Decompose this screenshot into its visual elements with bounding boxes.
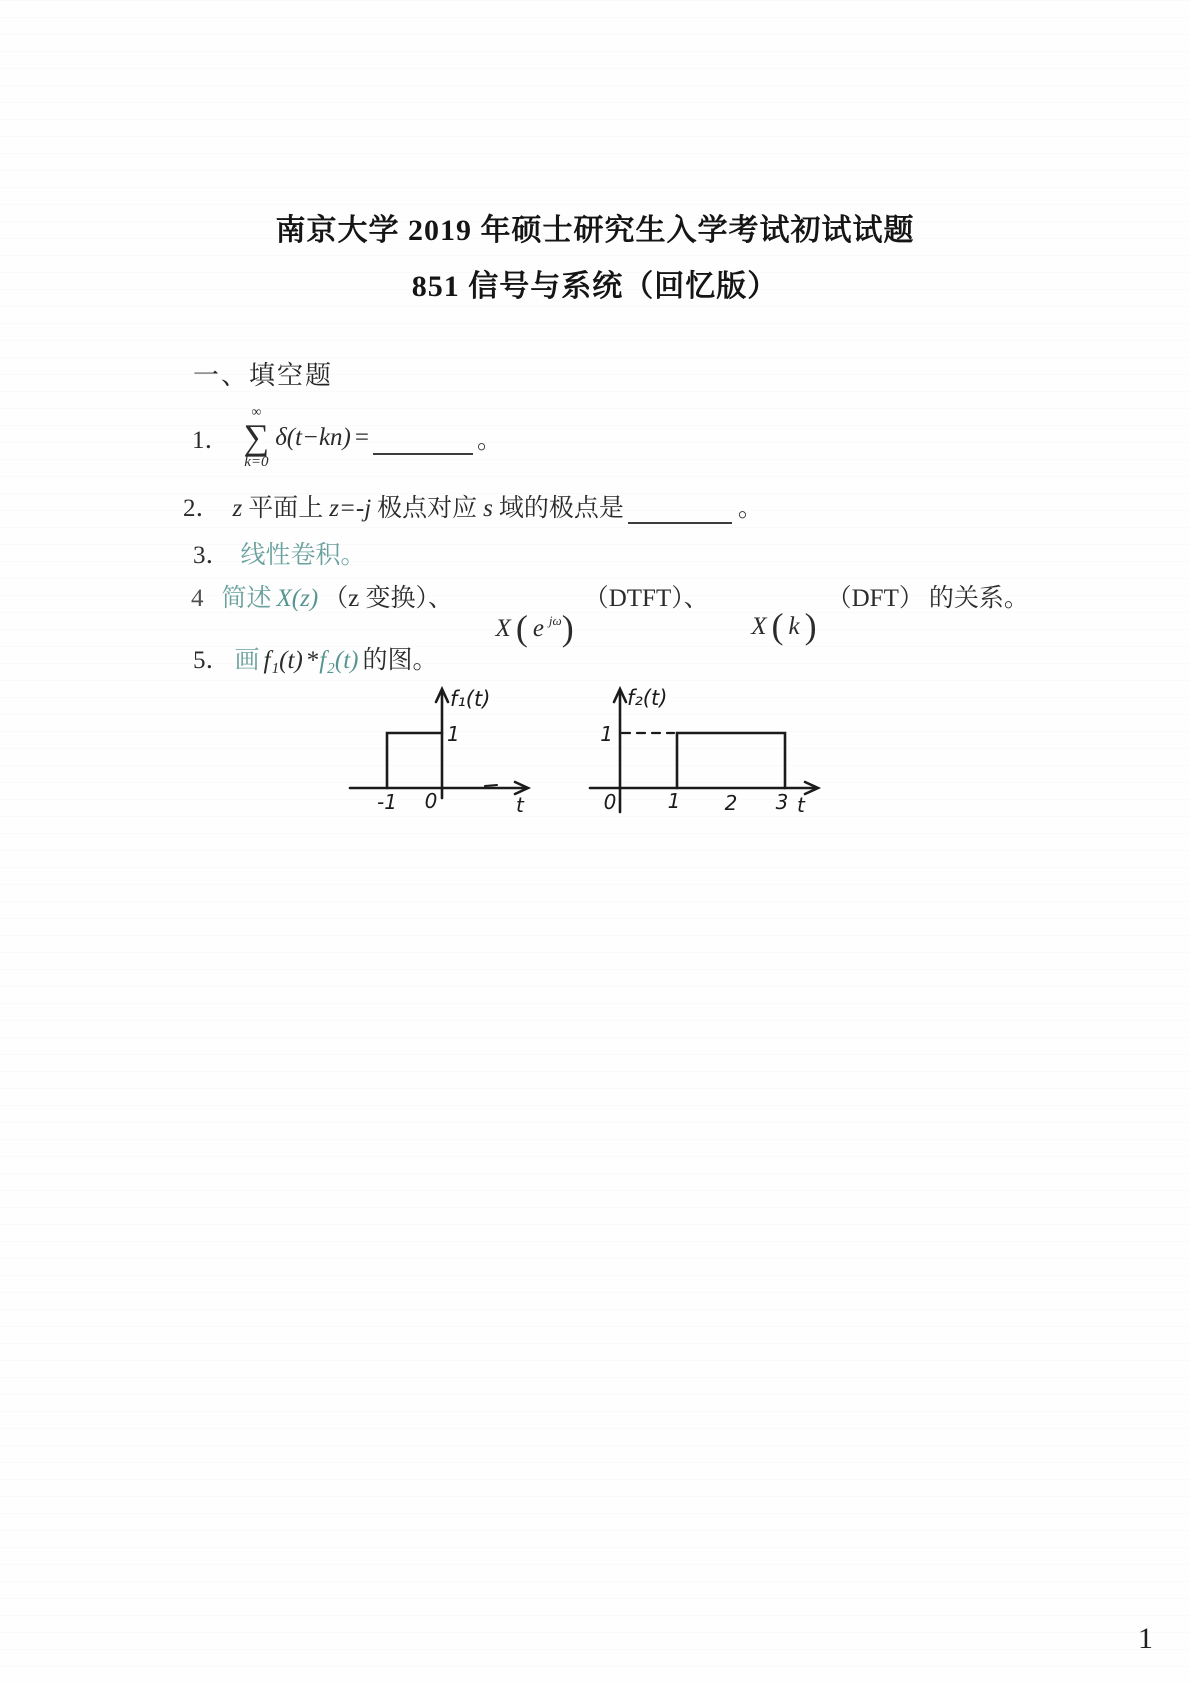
left-amplitude-label: 1 xyxy=(447,722,460,746)
stray-pen-mark xyxy=(485,785,497,786)
exam-title-line1: 南京大学 2019 年硕士研究生入学考试初试试题 xyxy=(275,214,915,247)
question-2-number: 2． xyxy=(183,495,221,522)
right-amplitude-label: 1 xyxy=(600,722,613,746)
sum-upper-limit: ∞ xyxy=(251,405,262,421)
summation-symbol xyxy=(244,406,270,469)
left-xtick-neg1: -1 xyxy=(377,790,397,814)
period-mark: 。 xyxy=(737,495,763,522)
question-1-number: 1． xyxy=(192,427,230,454)
question-5-tail: 的图。 xyxy=(362,647,438,674)
period-mark: 。 xyxy=(476,427,502,454)
question-4-lead: 简述 xyxy=(221,585,272,612)
convolution-star: * xyxy=(306,647,320,674)
question-1 xyxy=(192,398,502,478)
z-variable: z xyxy=(232,495,243,522)
question-5-lead: 画 xyxy=(234,647,260,674)
big-paren-close: ) xyxy=(561,608,574,648)
question-2 xyxy=(183,488,769,524)
big-paren-close: ) xyxy=(804,606,817,646)
s-variable: s xyxy=(483,495,493,522)
dtft-expression xyxy=(458,585,579,671)
question-5 xyxy=(193,640,442,676)
big-paren-open: ( xyxy=(771,606,784,646)
right-xtick-2: 2 xyxy=(724,791,738,815)
pole-expression: z=-j xyxy=(329,495,372,522)
left-pulse-outline xyxy=(387,733,442,788)
question-5-number: 5． xyxy=(193,647,231,674)
dtft-note: （DTFT）、 xyxy=(583,585,709,612)
question-3 xyxy=(193,535,366,571)
dft-arg: k xyxy=(788,613,800,640)
question-2-text1: 平面上 xyxy=(248,495,324,522)
question-4-tail: 的关系。 xyxy=(928,585,1029,612)
question-2-text2: 极点对应 xyxy=(377,495,478,522)
question-1-expression: δ(t−kn) xyxy=(275,424,351,451)
left-xtick-0: 0 xyxy=(424,789,438,813)
exam-title-line2: 851 信号与系统（回忆版） xyxy=(411,270,779,303)
dft-expression xyxy=(714,585,822,669)
right-xlabel: t xyxy=(797,793,805,817)
dtft-exponent: jω xyxy=(548,613,562,628)
question-4-number: 4 xyxy=(191,585,204,612)
dft-x: X xyxy=(751,613,767,640)
f2-expression: f₂(t) xyxy=(319,647,359,674)
right-ylabel: f₂(t) xyxy=(627,686,668,710)
z-transform-note: （z 变换）、 xyxy=(323,585,454,612)
right-xtick-0: 0 xyxy=(603,790,617,814)
right-xtick-3: 3 xyxy=(775,790,789,814)
left-xlabel: t xyxy=(516,793,524,817)
dtft-x: X xyxy=(495,615,511,642)
answer-blank xyxy=(373,451,473,455)
big-paren-open: ( xyxy=(515,608,528,648)
f1-expression: f₁(t) xyxy=(263,647,303,674)
hand-drawn-signals-figure xyxy=(330,678,850,828)
section-heading-fill-in-blanks: 一、填空题 xyxy=(193,361,334,390)
sum-lower-limit: k=0 xyxy=(244,453,269,470)
question-3-text: 线性卷积。 xyxy=(240,542,366,569)
question-3-number: 3． xyxy=(193,542,231,569)
z-transform-expression: X(z) xyxy=(276,585,319,612)
right-xtick-1: 1 xyxy=(667,789,681,813)
answer-blank xyxy=(628,520,732,524)
left-ylabel: f₁(t) xyxy=(450,687,491,711)
question-2-text3: 域的极点是 xyxy=(498,495,624,522)
sum-sigma: ∑ xyxy=(243,417,270,458)
equals-sign: = xyxy=(354,424,369,451)
dft-note: （DFT） xyxy=(826,585,924,612)
dtft-base: e xyxy=(532,615,544,642)
page-number: 1 xyxy=(1138,1622,1153,1655)
right-pulse-outline xyxy=(677,733,785,788)
